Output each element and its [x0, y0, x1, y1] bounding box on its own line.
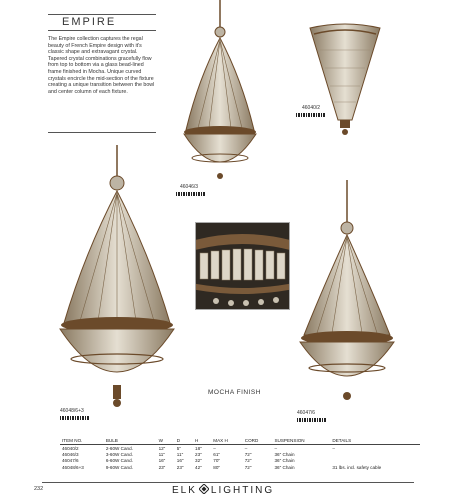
product-code-46048-6-3: 46048/6+3: [60, 408, 84, 414]
col-w: W: [157, 436, 175, 445]
page-number: 232: [34, 486, 44, 492]
cell: –: [274, 445, 278, 451]
brand-left-text: ELK: [172, 485, 197, 496]
cell: 31 lbs. incl. safety cable: [332, 464, 382, 470]
finish-label: MOCHA FINISH: [208, 389, 261, 396]
cell: 36" Chain: [274, 458, 295, 464]
cell: 80": [213, 464, 221, 470]
cell: 18": [195, 445, 202, 451]
cell: –: [244, 445, 248, 451]
cell: 32": [195, 458, 202, 464]
cell: 9-60W Cand.: [105, 464, 133, 470]
cell: 23": [158, 464, 166, 470]
cell: 3-60W Cand.: [105, 451, 133, 457]
collection-description: The Empire collection captures the regal beauty of French Empire design with it's classic shape and extravagant crystal. Tapered crystal combinations gracefully flow from top to bottom via a glass bead-lined frame finished in Mocha. Unique curved crystals encircle the mid-section of the fixture creating a unique transition between the bowl and center column of each fixture.: [48, 36, 155, 95]
cell: 46047/6: [62, 458, 79, 464]
cell: 2-60W Cand.: [105, 445, 133, 451]
cell: 72": [244, 458, 252, 464]
cell: –: [213, 445, 216, 451]
cell: 70": [213, 458, 221, 464]
cell: 11": [176, 451, 184, 457]
col-cord: CORD: [243, 436, 273, 445]
col-details: DETAILS: [330, 436, 420, 445]
cell: 16": [158, 458, 166, 464]
pendant-large-image: [50, 145, 185, 415]
pendant-small-image: [178, 0, 263, 185]
detail-inset-image: [195, 222, 290, 310]
col-d: D: [175, 436, 193, 445]
barcode-46048-6-3: [60, 416, 90, 420]
cell: 61": [213, 451, 221, 457]
cell: 6-60W Cand.: [105, 458, 133, 464]
brand-right-text: LIGHTING: [210, 485, 275, 496]
cell: 72": [244, 464, 252, 470]
cell: 11": [158, 451, 165, 457]
cell: 36" Chain: [274, 451, 295, 457]
sconce-image: [300, 20, 390, 138]
cell: 42": [195, 464, 202, 470]
cell: 72": [244, 451, 252, 457]
col-item-no: ITEM NO.: [60, 436, 104, 445]
footer-rule: [42, 482, 414, 483]
table-row: [60, 445, 420, 452]
cell: 23": [195, 451, 202, 457]
cell: 46046/3: [62, 451, 79, 457]
title-bottom-rule: [48, 30, 156, 31]
cell: 46040/2: [62, 445, 79, 451]
table-row: [60, 464, 420, 470]
cell: 5": [176, 445, 181, 451]
cell: 12": [158, 445, 166, 451]
col-bulb: BULB: [104, 436, 157, 445]
brand-logo: [172, 484, 274, 496]
cell: 16": [176, 458, 184, 464]
product-code-46040-2: 46040/2: [302, 105, 321, 111]
title-top-rule: [48, 14, 156, 15]
description-bottom-rule: [48, 132, 156, 133]
barcode-46040-2: [296, 113, 326, 117]
col-h: H: [193, 436, 211, 445]
product-code-46047-6: 46047/6: [297, 410, 316, 416]
specs-header-row: [60, 436, 420, 445]
product-code-46046-3: 46046/3: [180, 184, 199, 190]
specs-table: [60, 436, 420, 470]
cell: –: [332, 445, 335, 451]
col-suspension: SUSPENSION: [272, 436, 330, 445]
col-max-h: MAX H: [211, 436, 242, 445]
diamond-logo-icon: [199, 484, 209, 494]
barcode-46047-6: [297, 418, 327, 422]
collection-title: EMPIRE: [62, 16, 117, 28]
cell: 36" Chain: [274, 464, 295, 470]
cell: 46048/6+3: [62, 464, 84, 470]
cell: 23": [176, 464, 184, 470]
pendant-medium-image: [292, 180, 402, 405]
